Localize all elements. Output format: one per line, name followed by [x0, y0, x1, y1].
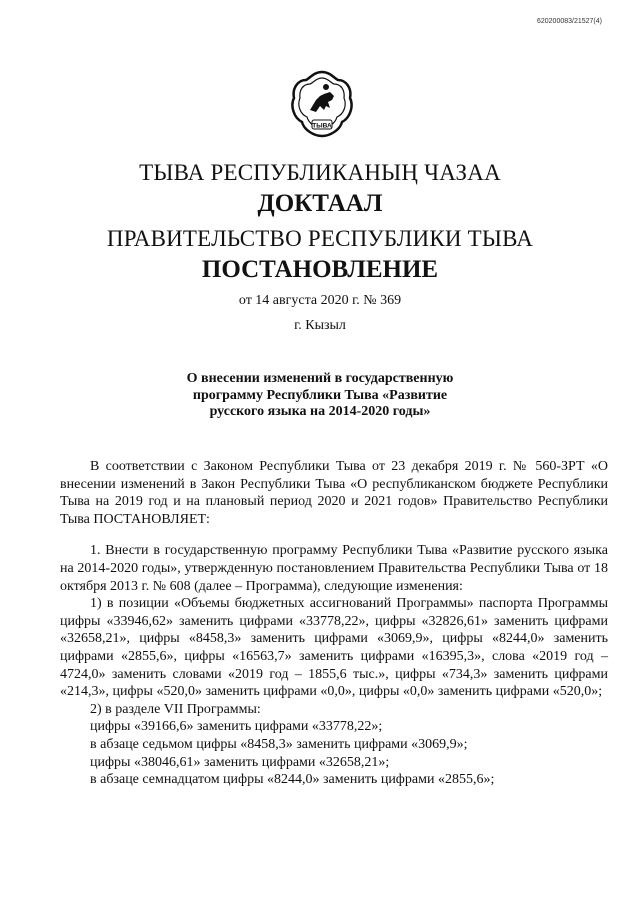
- paragraph-change-2: в абзаце седьмом цифры «8458,3» заменить цифрами «3069,9»;: [90, 736, 468, 752]
- russian-document-type: ПОСТАНОВЛЕНИЕ: [201, 256, 439, 283]
- paragraph-change-4: в абзаце семнадцатом цифры «8244,0» заменить цифрами «2855,6»;: [90, 772, 495, 788]
- document-city: г. Кызыл: [294, 318, 346, 333]
- paragraph-preamble: В соответствии с Законом Республики Тыва от 23 декабря 2019 г. № 560-ЗРТ «О внесении изменений в Закон Республики Тыва «О республиканском бюджете Республики Тыва на 2019 год и на плановый период 2020 и 2021 годов» Правительство Республики Тыва ПОСТАНОВЛЯЕТ:: [60, 459, 608, 527]
- paragraph-change-3: цифры «38046,61» заменить цифрами «32658,21»;: [90, 754, 390, 770]
- russian-government-title: ПРАВИТЕЛЬСТВО РЕСПУБЛИКИ ТЫВА: [106, 226, 534, 251]
- tyva-government-title: ТЫВА РЕСПУБЛИКАНЫҢ ЧАЗАА: [139, 160, 501, 185]
- tyva-document-type: ДОКТААЛ: [257, 190, 383, 217]
- coat-of-arms-icon: [290, 70, 354, 140]
- document-title: О внесении изменений в государственную программу Республики Тыва «Развитие русского языка на 2014-2020 годы»: [186, 371, 454, 419]
- document-body: [60, 458, 608, 789]
- document-number: 620200083/21527(4): [536, 18, 602, 25]
- document-header: [0, 158, 640, 286]
- paragraph-item-1: 1. Внести в государственную программу Республики Тыва «Развитие русского языка на 2014-2020 годы», утвержденную постановлением Правительства Республики Тыва от 18 октября 2013 г. № 608 (далее – Программа), следующие изменения:: [60, 543, 608, 594]
- emblem-label: ТЫВА: [312, 122, 332, 130]
- document-date: от 14 августа 2020 г. № 369: [238, 293, 402, 308]
- paragraph-subitem-1: 1) в позиции «Объемы бюджетных ассигнований Программы» паспорта Программы цифры «33946,62» заменить цифрами «33778,22», цифры «32826,61» заменить цифрами «32658,21», цифры «8458,3» заменить цифрами «3069,9», цифры «8244,0» заменить цифрами «2855,6», цифры «16563,7» заменить цифрами «16395,3», слова «2019 год – 4724,0» заменить словами «2019 год – 1855,6 тыс.», цифры «734,3» заменить цифрами «214,3», цифры «520,0» заменить цифрами «0,0», цифры «0,0» заменить цифрами «520,0»;: [60, 596, 608, 700]
- paragraph-subitem-2: 2) в разделе VII Программы:: [90, 701, 261, 717]
- paragraph-change-1: цифры «39166,6» заменить цифрами «33778,22»;: [90, 719, 383, 735]
